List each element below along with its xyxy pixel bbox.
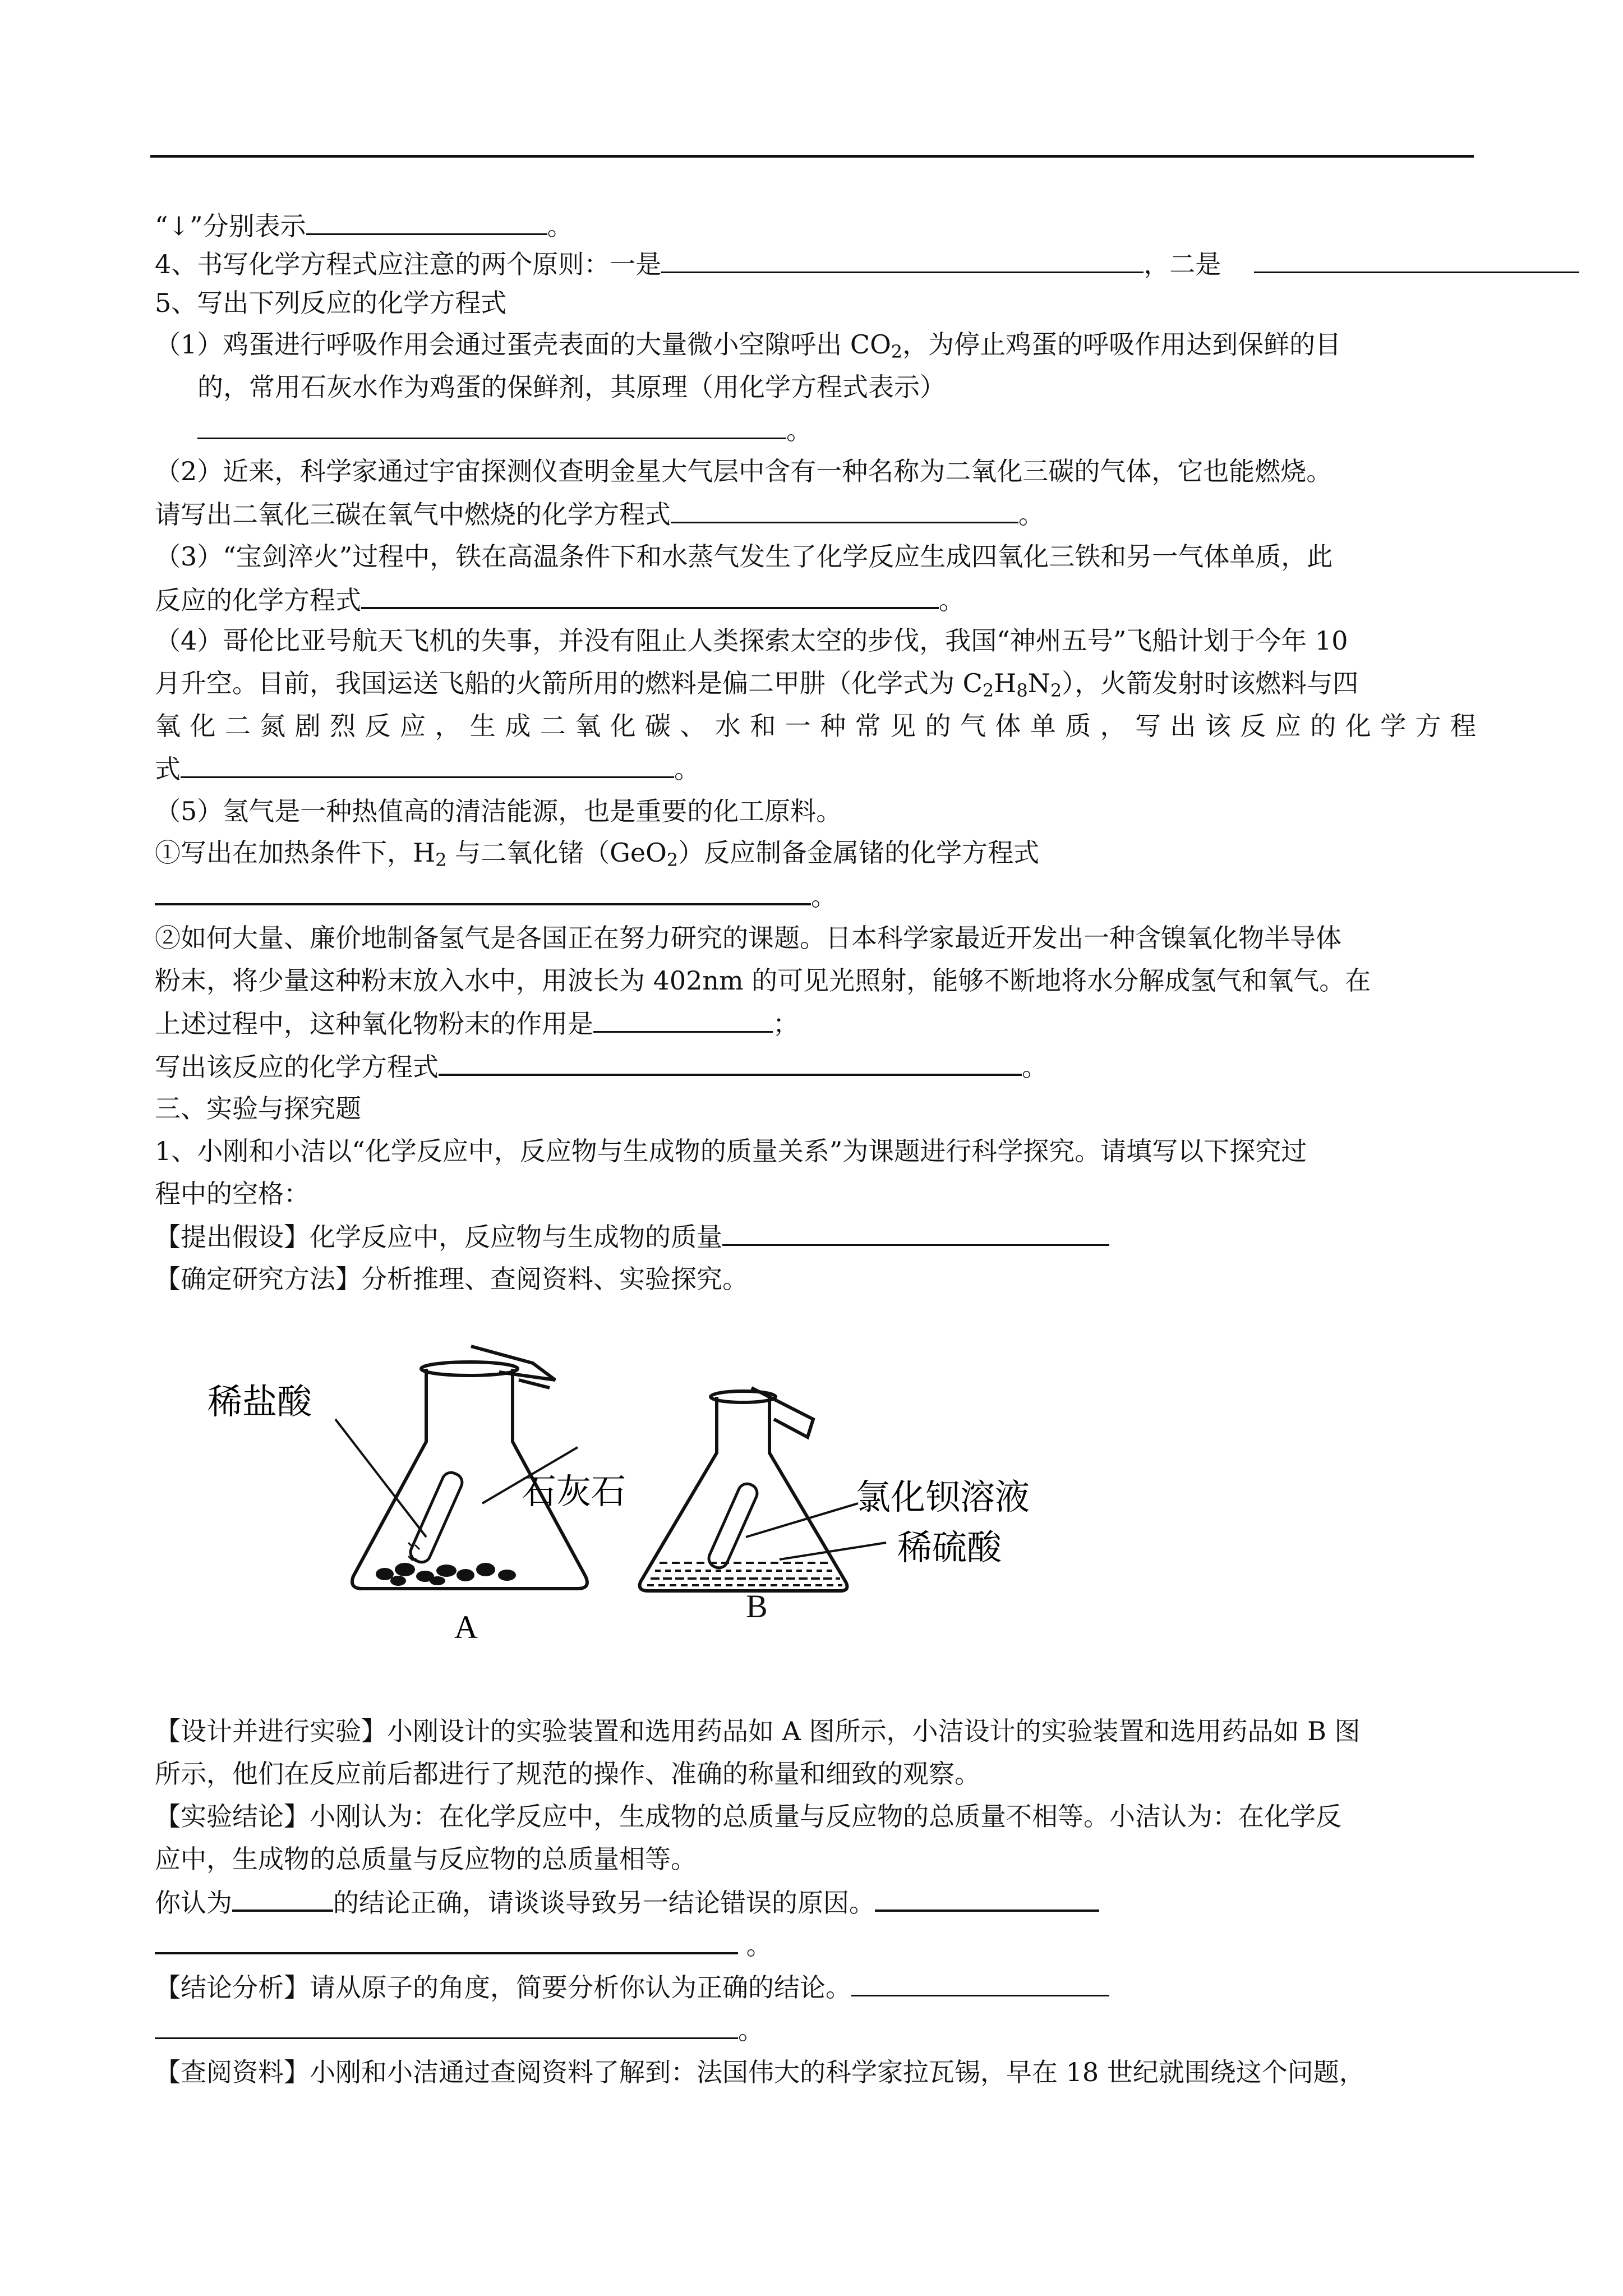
question-line: 请写出二氧化三碳在氧气中燃烧的化学方程式 。 [155, 497, 1044, 531]
question-line: 4、书写化学方程式应注意的两个原则：一是 ，二是 [155, 247, 1579, 281]
answer-blank[interactable] [306, 209, 547, 235]
question-line: “↓”分别表示 。 [155, 209, 573, 243]
label-dilute-hcl: 稀盐酸 [208, 1381, 312, 1422]
question-line: 。 [155, 1927, 772, 1962]
question-line: 。 [197, 413, 812, 447]
test-tube-b [706, 1481, 760, 1571]
question-line: 氧化二氮剧烈反应，生成二氧化碳、水和一种常见的气体单质，写出该反应的化学方程 [155, 711, 1476, 741]
question-line: ①写出在加热条件下，$H_2$ 与二氧化锗（GeO$_2$）反应制备金属锗的化学方程式 [155, 838, 1040, 871]
question-line: 应中，生成物的总质量与反应物的总质量相等。 [155, 1844, 697, 1874]
answer-blank[interactable] [851, 1970, 1109, 1996]
answer-blank[interactable] [661, 247, 1144, 273]
question-line: 上述过程中，这种氧化物粉末的作用是 ； [155, 1006, 799, 1041]
answer-blank[interactable] [722, 1220, 1109, 1246]
question-line: 月升空。目前，我国运送飞船的火箭所用的燃料是偏二甲肼（化学式为 $C_2H_8N_2$），火箭发射时该燃料与四 [155, 668, 1359, 701]
label-a: A [454, 1609, 478, 1645]
question-line: （4）哥伦比亚号航天飞机的失事，并没有阻止人类探索太空的步伐，我国“神州五号”飞船计划于今年 10 [155, 625, 1348, 656]
question-line: （2）近来，科学家通过宇宙探测仪查明金星大气层中含有一种名称为二氧化三碳的气体，它也能燃烧。 [155, 456, 1332, 486]
question-line: 程中的空格： [155, 1179, 310, 1209]
question-line: 1、小刚和小洁以“化学反应中，反应物与生成物的质量关系”为课题进行科学探究。请填写以下探究过 [155, 1136, 1307, 1166]
question-line: 【结论分析】请从原子的角度，简要分析你认为正确的结论。 [155, 1970, 1109, 2004]
question-line: 【提出假设】化学反应中，反应物与生成物的质量 [155, 1220, 1109, 1254]
question-line: 【设计并进行实验】小刚设计的实验装置和选用药品如 A 图所示，小洁设计的实验装置和选用药品如 B 图 [155, 1716, 1361, 1746]
question-line: 【实验结论】小刚认为：在化学反应中，生成物的总质量与反应物的总质量不相等。小洁认为：在化学反 [155, 1801, 1341, 1832]
label-b: B [746, 1588, 768, 1625]
question-line: 【查阅资料】小刚和小洁通过查阅资料了解到：法国伟大的科学家拉瓦锡，早在 18 世纪就围绕这个问题， [155, 2057, 1365, 2087]
answer-blank[interactable] [593, 1006, 773, 1033]
question-line: 写出该反应的化学方程式 。 [155, 1049, 1048, 1084]
question-line: 。 [155, 2013, 764, 2047]
question-line: 式 。 [155, 752, 700, 786]
answer-blank[interactable] [439, 1049, 1022, 1076]
question-line: 粉末，将少量这种粉末放入水中，用波长为 402nm 的可见光照射，能够不断地将水分解成氢气和氧气。在 [155, 965, 1371, 996]
answer-blank[interactable] [155, 2013, 738, 2039]
question-line: 。 [155, 878, 837, 913]
answer-blank[interactable] [181, 752, 674, 778]
question-line: （3）“宝剑淬火”过程中，铁在高温条件下和水蒸气发生了化学反应生成四氧化三铁和另一气体单质，此 [155, 541, 1333, 572]
answer-blank[interactable] [232, 1885, 333, 1912]
question-line: 5、写出下列反应的化学方程式 [155, 288, 507, 318]
label-limestone: 石灰石 [522, 1471, 626, 1512]
question-line: 的，常用石灰水作为鸡蛋的保鲜剂，其原理（用化学方程式表示） [197, 372, 946, 402]
question-line: 【确定研究方法】分析推理、查阅资料、实验探究。 [155, 1264, 748, 1294]
question-line: （1）鸡蛋进行呼吸作用会通过蛋壳表面的大量微小空隙呼出 $CO_2$，为停止鸡蛋的呼吸作用达到保鲜的目 [155, 329, 1341, 362]
answer-blank[interactable] [361, 582, 939, 609]
answer-blank[interactable] [197, 413, 786, 439]
question-line: 反应的化学方程式 。 [155, 582, 965, 617]
question-line: 所示，他们在反应前后都进行了规范的操作、准确的称量和细致的观察。 [155, 1759, 980, 1789]
answer-blank[interactable] [671, 497, 1018, 523]
label-dilute-h2so4: 稀硫酸 [897, 1527, 1002, 1568]
label-bacl2-solution: 氯化钡溶液 [856, 1476, 1030, 1517]
experiment-figure [185, 1335, 1071, 1645]
answer-blank[interactable] [875, 1885, 1099, 1912]
limestone-pieces [376, 1563, 516, 1586]
question-line: 你认为 的结论正确，请谈谈导致另一结论错误的原因。 [155, 1885, 1099, 1920]
section-heading: 三、实验与探究题 [155, 1093, 361, 1124]
test-tube-a [408, 1470, 465, 1565]
question-line: ②如何大量、廉价地制备氢气是各国正在努力研究的课题。日本科学家最近开发出一种含镍氧化物半导体 [155, 923, 1341, 953]
question-line: （5）氢气是一种热值高的清洁能源，也是重要的化工原料。 [155, 796, 842, 826]
answer-blank[interactable] [1254, 247, 1579, 273]
flasks-illustration [185, 1335, 1071, 1645]
answer-blank[interactable] [155, 878, 811, 905]
pointer-line-hcl [335, 1419, 426, 1537]
flask-a [352, 1346, 587, 1589]
header-rule [150, 155, 1474, 158]
answer-blank[interactable] [155, 1927, 738, 1954]
acid-liquid [647, 1563, 842, 1585]
